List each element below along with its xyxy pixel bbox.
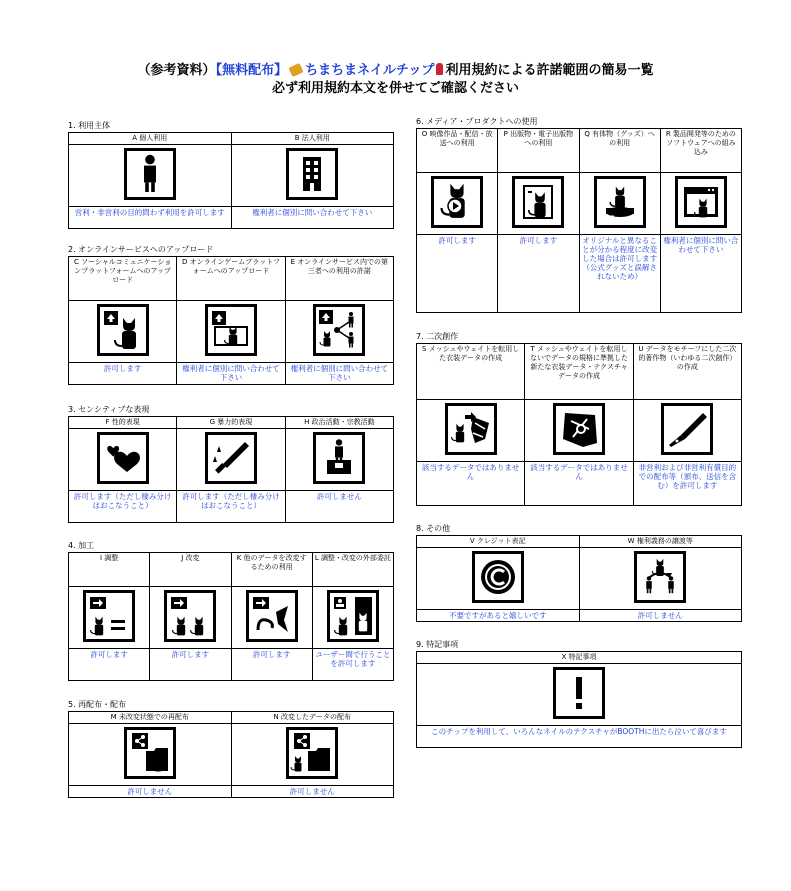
section-1 [68, 121, 394, 229]
answer-h: 許可しません [285, 491, 393, 523]
goods-icon [594, 176, 646, 228]
video-icon [431, 176, 483, 228]
cell-header-r: R 製品開発等のためのソフトウェアへの組み込み [660, 129, 741, 173]
mesh-convert-icon [445, 403, 497, 455]
cell-header-u: U データをモチーフにした二次的著作物（いわゆる二次創作）の作成 [633, 344, 741, 400]
answer-n: 許可しません [231, 786, 394, 798]
answer-t: 該当するデータではありません [525, 462, 633, 506]
cell-header-p: P 出版物・電子出版物への利用 [498, 129, 579, 173]
knife-icon [205, 432, 257, 484]
answer-f: 許可します（ただし棲み分けはおこなうこと） [69, 491, 177, 523]
answer-q: オリジナルと異なることが分かる程度に改変した場合は許可します（公式グッズと誤解されないため） [579, 235, 660, 313]
cell-header-i: I 調整 [69, 553, 150, 587]
title-suffix: 利用規約による許諾範囲の簡易一覧 [445, 63, 654, 78]
distribute-modified-icon [286, 727, 338, 779]
hearts-icon [97, 432, 149, 484]
transfer-rights-icon [634, 551, 686, 603]
section-label: 8. その他 [416, 524, 451, 533]
outsource-icon [327, 590, 379, 642]
answer-a: 営利・非営利の目的問わず利用を許可します [69, 207, 232, 229]
cell-header-b: B 法人利用 [231, 133, 394, 145]
section-5 [68, 700, 394, 798]
pen-nib-icon [661, 403, 713, 455]
section-8 [416, 524, 742, 622]
cell-header-m: M 未改変状態での再配布 [69, 712, 232, 724]
section-6 [416, 117, 742, 313]
section-3 [68, 405, 394, 523]
answer-d: 権利者に個別に問い合わせて下さい [177, 363, 285, 385]
answer-m: 許可しません [69, 786, 232, 798]
cell-header-t: T メッシュやウェイトを転用しないでデータの規格に準拠した新たな衣装データ・テクスチャデータの作成 [525, 344, 633, 400]
cell-header-k: K 他のデータを改変するための利用 [231, 553, 312, 587]
copyright-icon [472, 551, 524, 603]
answer-x: このチップを利用して、いろんなネイルのテクスチャがBOOTHに出たら泣いて喜びます [417, 726, 742, 748]
page-title-line2: 必ず利用規約本文を併せてご確認ください [271, 81, 519, 96]
answer-w: 許可しません [579, 610, 742, 622]
section-7 [416, 332, 742, 506]
upload-share-icon [313, 304, 365, 356]
building-icon [286, 148, 338, 200]
section-label: 6. メディア・プロダクトへの使用 [416, 117, 538, 126]
answer-s: 該当するデータではありません [417, 462, 525, 506]
answer-p: 許可します [498, 235, 579, 313]
lipstick-icon [436, 63, 443, 75]
cell-header-j: J 改変 [150, 553, 231, 587]
title-product: ちまちまネイルチップ [305, 63, 435, 78]
section-label: 9. 特記事項 [416, 640, 459, 649]
cell-header-g: G 暴力的表現 [177, 417, 285, 429]
title-free-tag: 【無料配布】 [215, 63, 288, 78]
section-label: 2. オンラインサービスへのアップロード [68, 245, 214, 254]
upload-game-icon [205, 304, 257, 356]
cell-header-n: N 改変したデータの配布 [231, 712, 394, 724]
software-icon [675, 176, 727, 228]
adjust-icon [83, 590, 135, 642]
answer-r: 権利者に個別に問い合わせて下さい [660, 235, 741, 313]
cell-header-a: A 個人利用 [69, 133, 232, 145]
cell-header-d: D オンラインゲームプラットフォームへのアップロード [177, 257, 285, 301]
other-data-icon [246, 590, 298, 642]
nail-polish-icon [289, 63, 304, 77]
cell-header-q: Q 有体物（グッズ）への利用 [579, 129, 660, 173]
cell-header-x: X 特記事項 [417, 652, 742, 664]
answer-o: 許可します [417, 235, 498, 313]
section-label: 7. 二次創作 [416, 332, 459, 341]
section-2 [68, 245, 394, 385]
section-label: 4. 加工 [68, 541, 95, 550]
answer-b: 権利者に個別に問い合わせて下さい [231, 207, 394, 229]
modify-icon [164, 590, 216, 642]
answer-c: 許可します [69, 363, 177, 385]
answer-k: 許可します [231, 649, 312, 681]
cell-header-c: C ソーシャルコミュニケーションプラットフォームへのアップロード [69, 257, 177, 301]
redistribute-icon [124, 727, 176, 779]
cell-header-v: V クレジット表記 [417, 536, 580, 548]
exclamation-icon [553, 667, 605, 719]
new-outfit-icon [553, 403, 605, 455]
answer-g: 許可します（ただし棲み分けはおこなうこと） [177, 491, 285, 523]
person-icon [124, 148, 176, 200]
answer-v: 不要ですがあると嬉しいです [417, 610, 580, 622]
section-9 [416, 640, 742, 748]
section-label: 5. 再配布・配布 [68, 700, 127, 709]
cell-header-f: F 性的表現 [69, 417, 177, 429]
upload-cat-icon [97, 304, 149, 356]
cell-header-o: O 映像作品・配信・放送への利用 [417, 129, 498, 173]
answer-j: 許可します [150, 649, 231, 681]
podium-icon [313, 432, 365, 484]
answer-i: 許可します [69, 649, 150, 681]
cell-header-w: W 権利義務の譲渡等 [579, 536, 742, 548]
cell-header-s: S メッシュやウェイトを転用した衣装データの作成 [417, 344, 525, 400]
section-label: 3. センシティブな表現 [68, 405, 150, 414]
cell-header-l: L 調整・改変の外部委託 [312, 553, 393, 587]
section-4 [68, 541, 394, 681]
answer-e: 権利者に個別に問い合わせて下さい [285, 363, 393, 385]
publication-icon [512, 176, 564, 228]
cell-header-h: H 政治活動・宗教活動 [285, 417, 393, 429]
section-label: 1. 利用主体 [68, 121, 111, 130]
page-title-line1 [0, 62, 791, 79]
answer-u: 非営利および非営利有償目的での配布等（頒布、送信を含む）を許可します [633, 462, 741, 506]
title-prefix: （参考資料） [137, 63, 216, 78]
answer-l: ユーザー間で行うことを許可します [312, 649, 393, 681]
cell-header-e: E オンラインサービス内での第三者への利用の許諾 [285, 257, 393, 301]
